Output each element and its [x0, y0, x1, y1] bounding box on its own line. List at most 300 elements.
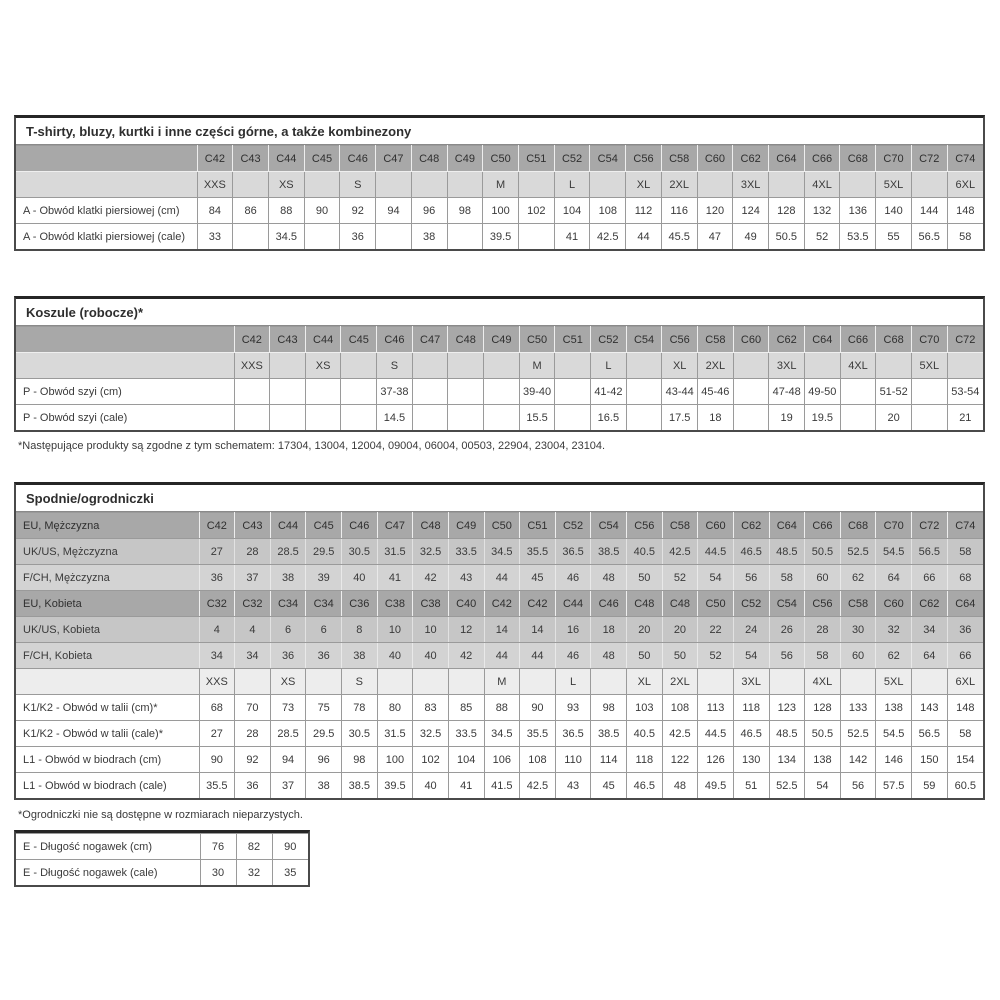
table-cell — [341, 379, 377, 405]
column-header-cell: C58 — [661, 146, 697, 172]
row-label — [16, 146, 197, 172]
table-cell: 56.5 — [912, 539, 948, 565]
column-header-cell: C72 — [912, 513, 948, 539]
column-header-cell: C42 — [199, 513, 235, 539]
table-row — [16, 643, 983, 669]
table-cell: 28.5 — [270, 539, 306, 565]
table-cell: XXS — [199, 669, 235, 695]
column-header-cell: C64 — [947, 591, 983, 617]
table-cell: 4 — [199, 617, 235, 643]
table-cell: 56 — [769, 643, 805, 669]
table-cell: 113 — [698, 695, 734, 721]
table-cell: 102 — [518, 198, 554, 224]
table-cell: 64 — [876, 565, 912, 591]
table-cell: 41 — [377, 565, 413, 591]
table-cell: 56.5 — [912, 721, 948, 747]
table-cell: 53.5 — [840, 224, 876, 250]
table-cell — [484, 405, 520, 431]
table-cell: S — [342, 669, 378, 695]
table-cell — [341, 405, 377, 431]
table-cell: 56 — [733, 565, 769, 591]
table-cell: 148 — [947, 695, 983, 721]
column-header-cell: C34 — [270, 591, 306, 617]
table-cell: 90 — [272, 834, 308, 860]
table-cell: 108 — [662, 695, 698, 721]
table-row — [16, 695, 983, 721]
table-cell — [234, 379, 270, 405]
table-cell: 86 — [233, 198, 269, 224]
table-cell — [447, 172, 483, 198]
table-cell: 31.5 — [377, 721, 413, 747]
row-label: F/CH, Kobieta — [16, 643, 199, 669]
column-header-cell: C62 — [733, 513, 769, 539]
table-cell: 94 — [376, 198, 412, 224]
table-cell: 45 — [591, 773, 627, 799]
table-cell: 54 — [805, 773, 841, 799]
table-cell: 52.5 — [769, 773, 805, 799]
column-header-cell: C42 — [520, 591, 556, 617]
table-cell — [270, 379, 306, 405]
column-header-cell: C38 — [413, 591, 449, 617]
table-cell: 128 — [805, 695, 841, 721]
table-cell: 122 — [662, 747, 698, 773]
table-cell — [769, 669, 805, 695]
column-header-cell: C58 — [662, 513, 698, 539]
table-cell: 112 — [626, 198, 662, 224]
table-cell: 17.5 — [662, 405, 698, 431]
table-cell — [698, 669, 734, 695]
table-cell: 35.5 — [199, 773, 235, 799]
table-cell: 43-44 — [662, 379, 698, 405]
table-cell: 110 — [555, 747, 591, 773]
table-cell: 31.5 — [377, 539, 413, 565]
column-header-cell: C56 — [662, 327, 698, 353]
table-cell: 53-54 — [947, 379, 983, 405]
table-cell: 36.5 — [555, 721, 591, 747]
table-cell: 42.5 — [662, 721, 698, 747]
row-label: E - Długość nogawek (cm) — [16, 834, 200, 860]
table-cell: 58 — [769, 565, 805, 591]
table-shirts — [14, 296, 985, 432]
table-cell: 133 — [840, 695, 876, 721]
table-cell: 5XL — [876, 172, 912, 198]
table-cell: 3XL — [733, 172, 769, 198]
table-cell: 50.5 — [769, 224, 805, 250]
table-cell: M — [484, 669, 520, 695]
table-cell: 59 — [912, 773, 948, 799]
table-row — [16, 591, 983, 617]
table-cell: 3XL — [769, 353, 805, 379]
table-cell: 54.5 — [876, 721, 912, 747]
table-cell: 47 — [697, 224, 733, 250]
table-cell: 98 — [447, 198, 483, 224]
table-cell: 41 — [448, 773, 484, 799]
table-cell: 138 — [805, 747, 841, 773]
table-cell: 10 — [377, 617, 413, 643]
table-cell: 38 — [306, 773, 342, 799]
table-cell: 132 — [804, 198, 840, 224]
table-cell: 16 — [555, 617, 591, 643]
table-cell: 118 — [733, 695, 769, 721]
table-cell: 20 — [876, 405, 912, 431]
table-cell — [306, 669, 342, 695]
table-cell: 14.5 — [377, 405, 413, 431]
column-header-cell: C70 — [876, 146, 912, 172]
column-header-cell: C32 — [199, 591, 235, 617]
table-cell: XL — [627, 669, 663, 695]
table-cell: 27 — [199, 539, 235, 565]
table-cell: 39.5 — [377, 773, 413, 799]
table-cell — [555, 379, 591, 405]
table-row — [16, 513, 983, 539]
table-cell: 45.5 — [661, 224, 697, 250]
row-label: P - Obwód szyi (cale) — [16, 405, 234, 431]
column-header-cell: C45 — [341, 327, 377, 353]
table-cell: 39-40 — [519, 379, 555, 405]
table-cell: 108 — [590, 198, 626, 224]
table-cell — [412, 379, 448, 405]
column-header-cell: C48 — [411, 146, 447, 172]
table-cell — [518, 224, 554, 250]
table-cell: 98 — [342, 747, 378, 773]
shirts-grid — [16, 326, 983, 430]
table-cell: 68 — [199, 695, 235, 721]
table-cell: 43 — [555, 773, 591, 799]
table-cell: 48 — [591, 643, 627, 669]
row-label: UK/US, Mężczyzna — [16, 539, 199, 565]
column-header-cell: C60 — [697, 146, 733, 172]
table-cell: 40.5 — [627, 539, 663, 565]
table-cell: XXS — [197, 172, 233, 198]
table-cell: 10 — [413, 617, 449, 643]
table-cell — [733, 353, 769, 379]
table-row — [16, 834, 308, 860]
table-cell — [876, 353, 912, 379]
table-cell: 136 — [840, 198, 876, 224]
table-cell: 36 — [270, 643, 306, 669]
column-header-cell: C62 — [733, 146, 769, 172]
table-cell: 52.5 — [840, 721, 876, 747]
table-cell: 123 — [769, 695, 805, 721]
table-row — [16, 353, 983, 379]
table-cell — [805, 353, 841, 379]
column-header-cell: C47 — [376, 146, 412, 172]
column-header-cell: C46 — [377, 327, 413, 353]
table-cell: 21 — [947, 405, 983, 431]
column-header-cell: C52 — [555, 513, 591, 539]
table-cell: 54.5 — [876, 539, 912, 565]
table-cell: 92 — [340, 198, 376, 224]
table-cell: 32.5 — [413, 539, 449, 565]
column-header-cell: C40 — [448, 591, 484, 617]
column-header-cell: C43 — [235, 513, 271, 539]
table-cell: 92 — [235, 747, 271, 773]
table-cell: 38 — [342, 643, 378, 669]
table-cell: 37 — [270, 773, 306, 799]
column-header-cell: C60 — [733, 327, 769, 353]
table-cell: 41-42 — [591, 379, 627, 405]
table-cell: 6XL — [947, 172, 983, 198]
table-cell: 32 — [876, 617, 912, 643]
table-cell: 50 — [627, 643, 663, 669]
table-cell — [304, 224, 340, 250]
table-row — [16, 224, 983, 250]
table-cell: 42.5 — [590, 224, 626, 250]
column-header-cell: C32 — [235, 591, 271, 617]
row-label: L1 - Obwód w biodrach (cale) — [16, 773, 199, 799]
table-cell: 19 — [769, 405, 805, 431]
row-label — [16, 327, 234, 353]
table-cell: 2XL — [662, 669, 698, 695]
table-cell: 58 — [947, 539, 983, 565]
table-cell: 130 — [733, 747, 769, 773]
table-cell: 20 — [627, 617, 663, 643]
table-cell: 36.5 — [555, 539, 591, 565]
table-cell: 36 — [340, 224, 376, 250]
table-cell: 120 — [697, 198, 733, 224]
row-label: EU, Kobieta — [16, 591, 199, 617]
table-cell — [484, 379, 520, 405]
table-cell: 36 — [199, 565, 235, 591]
table-cell: 62 — [876, 643, 912, 669]
column-header-cell: C46 — [340, 146, 376, 172]
row-label: L1 - Obwód w biodrach (cm) — [16, 747, 199, 773]
pants-grid — [16, 512, 983, 798]
table-cell — [555, 405, 591, 431]
table-cell — [769, 172, 805, 198]
table-row — [16, 721, 983, 747]
table-cell: 39.5 — [483, 224, 519, 250]
column-header-cell: C64 — [769, 146, 805, 172]
column-header-cell: C44 — [268, 146, 304, 172]
table-cell: 50 — [662, 643, 698, 669]
column-header-cell: C48 — [448, 327, 484, 353]
table-cell: 49 — [733, 224, 769, 250]
table-cell: 154 — [947, 747, 983, 773]
table-cell: 85 — [448, 695, 484, 721]
table-cell: 108 — [520, 747, 556, 773]
column-header-cell: C50 — [519, 327, 555, 353]
table-cell: 41 — [554, 224, 590, 250]
table-cell: 38 — [270, 565, 306, 591]
table-cell: 40 — [342, 565, 378, 591]
table-cell: 33.5 — [448, 539, 484, 565]
table-cell — [840, 669, 876, 695]
table-cell: 39 — [306, 565, 342, 591]
table-cell: 60 — [840, 643, 876, 669]
pants-title: Spodnie/ogrodniczki — [16, 485, 983, 512]
column-header-cell: C44 — [270, 513, 306, 539]
column-header-cell: C60 — [698, 513, 734, 539]
table-cell: 5XL — [911, 353, 947, 379]
table-cell — [412, 353, 448, 379]
table-cell: 134 — [769, 747, 805, 773]
tops-title: T-shirty, bluzy, kurtki i inne części górne, a także kombinezony — [16, 118, 983, 145]
table-cell — [911, 405, 947, 431]
table-cell: 52 — [698, 643, 734, 669]
table-cell: 58 — [947, 721, 983, 747]
table-cell: 38.5 — [342, 773, 378, 799]
table-cell: 4XL — [804, 172, 840, 198]
column-header-cell: C52 — [554, 146, 590, 172]
column-header-cell: C48 — [413, 513, 449, 539]
table-cell: 30.5 — [342, 721, 378, 747]
table-cell — [591, 669, 627, 695]
table-cell — [376, 172, 412, 198]
column-header-cell: C46 — [342, 513, 378, 539]
table-cell: M — [519, 353, 555, 379]
table-cell: 116 — [661, 198, 697, 224]
table-cell: 51-52 — [876, 379, 912, 405]
table-cell: 54 — [733, 643, 769, 669]
table-cell: 34 — [235, 643, 271, 669]
row-label: K1/K2 - Obwód w talii (cale)* — [16, 721, 199, 747]
table-cell: 66 — [947, 643, 983, 669]
table-cell: 36 — [947, 617, 983, 643]
column-header-cell: C66 — [804, 146, 840, 172]
table-cell: L — [554, 172, 590, 198]
table-cell — [733, 405, 769, 431]
table-cell: 38 — [411, 224, 447, 250]
table-cell: 84 — [197, 198, 233, 224]
table-cell: 56.5 — [911, 224, 947, 250]
table-cell — [305, 405, 341, 431]
table-row — [16, 405, 983, 431]
table-cell: XL — [662, 353, 698, 379]
table-cell: 46.5 — [627, 773, 663, 799]
table-cell — [947, 353, 983, 379]
table-cell: 27 — [199, 721, 235, 747]
table-cell: 28.5 — [270, 721, 306, 747]
column-header-cell: C42 — [484, 591, 520, 617]
column-header-cell: C43 — [270, 327, 306, 353]
table-cell: 104 — [448, 747, 484, 773]
table-cell — [448, 405, 484, 431]
table-cell: 20 — [662, 617, 698, 643]
column-header-cell: C51 — [520, 513, 556, 539]
column-header-cell: C49 — [448, 513, 484, 539]
column-header-cell: C70 — [876, 513, 912, 539]
table-cell: 88 — [484, 695, 520, 721]
table-cell — [304, 172, 340, 198]
table-cell: L — [555, 669, 591, 695]
table-cell — [448, 353, 484, 379]
table-cell: 140 — [876, 198, 912, 224]
table-cell: 49.5 — [698, 773, 734, 799]
table-cell — [912, 669, 948, 695]
table-cell: 88 — [268, 198, 304, 224]
table-cell: 28 — [235, 539, 271, 565]
table-cell: 42.5 — [520, 773, 556, 799]
table-cell: 83 — [413, 695, 449, 721]
table-cell: 14 — [520, 617, 556, 643]
table-cell: 2XL — [661, 172, 697, 198]
table-cell: 28 — [235, 721, 271, 747]
table-cell: 26 — [769, 617, 805, 643]
column-header-cell: C56 — [626, 146, 662, 172]
row-label: A - Obwód klatki piersiowej (cm) — [16, 198, 197, 224]
column-header-cell: C44 — [305, 327, 341, 353]
table-cell: 30 — [200, 860, 236, 886]
legs-grid — [16, 833, 308, 885]
table-cell: XS — [305, 353, 341, 379]
table-cell — [840, 379, 876, 405]
table-cell: 60 — [805, 565, 841, 591]
row-label — [16, 669, 199, 695]
table-cell — [270, 405, 306, 431]
table-cell: 90 — [520, 695, 556, 721]
column-header-cell: C42 — [234, 327, 270, 353]
table-cell — [448, 669, 484, 695]
table-cell: 28 — [805, 617, 841, 643]
table-cell: 46 — [555, 643, 591, 669]
table-cell: 56 — [840, 773, 876, 799]
column-header-cell: C44 — [555, 591, 591, 617]
table-cell — [518, 172, 554, 198]
table-cell: 32 — [236, 860, 272, 886]
table-cell: 50 — [627, 565, 663, 591]
table-cell: 42 — [413, 565, 449, 591]
table-cell: 76 — [200, 834, 236, 860]
table-cell: 55 — [876, 224, 912, 250]
column-header-cell: C54 — [590, 146, 626, 172]
column-header-cell: C38 — [377, 591, 413, 617]
table-cell — [626, 353, 662, 379]
column-header-cell: C62 — [769, 327, 805, 353]
column-header-cell: C46 — [591, 591, 627, 617]
table-cell — [840, 405, 876, 431]
row-label: UK/US, Kobieta — [16, 617, 199, 643]
table-cell — [448, 379, 484, 405]
table-cell: 34.5 — [484, 539, 520, 565]
table-cell: 35.5 — [520, 721, 556, 747]
table-cell: 42 — [448, 643, 484, 669]
table-row — [16, 669, 983, 695]
table-cell — [626, 405, 662, 431]
table-cell: 4 — [235, 617, 271, 643]
table-row — [16, 565, 983, 591]
table-cell — [555, 353, 591, 379]
table-cell: 34 — [199, 643, 235, 669]
table-cell: 6 — [270, 617, 306, 643]
table-cell — [233, 224, 269, 250]
column-header-cell: C47 — [377, 513, 413, 539]
table-cell: 44 — [520, 643, 556, 669]
table-cell: 18 — [591, 617, 627, 643]
column-header-cell: C48 — [627, 591, 663, 617]
column-header-cell: C56 — [805, 591, 841, 617]
table-cell: 62 — [840, 565, 876, 591]
table-cell: 118 — [627, 747, 663, 773]
table-cell — [377, 669, 413, 695]
table-cell: 82 — [236, 834, 272, 860]
table-cell: 3XL — [733, 669, 769, 695]
table-cell: 90 — [304, 198, 340, 224]
table-cell — [911, 172, 947, 198]
table-cell: 46 — [555, 565, 591, 591]
table-cell: 80 — [377, 695, 413, 721]
table-cell: 4XL — [805, 669, 841, 695]
table-cell: 33.5 — [448, 721, 484, 747]
row-label — [16, 172, 197, 198]
table-cell: 37-38 — [377, 379, 413, 405]
table-cell — [411, 172, 447, 198]
table-cell — [840, 172, 876, 198]
table-cell: S — [377, 353, 413, 379]
column-header-cell: C66 — [805, 513, 841, 539]
table-cell: 48.5 — [769, 539, 805, 565]
table-cell: 104 — [554, 198, 590, 224]
